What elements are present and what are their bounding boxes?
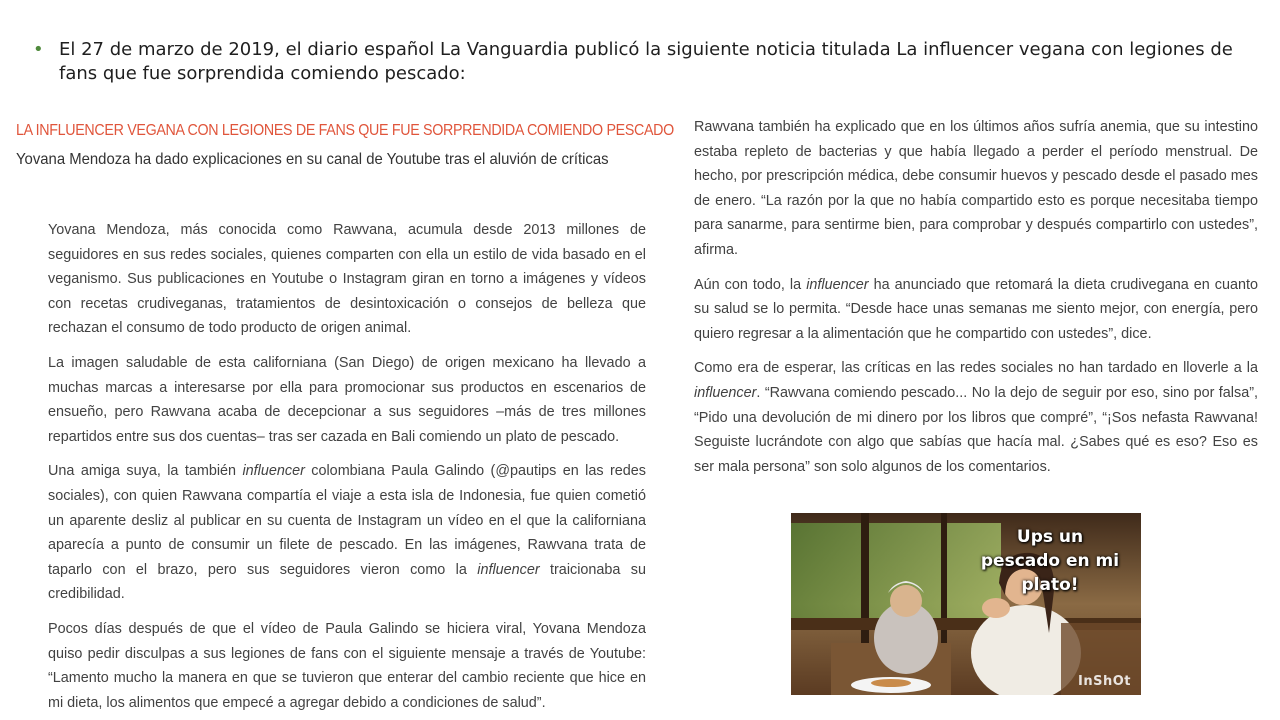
article-paragraph xyxy=(48,351,646,449)
article-headline: LA INFLUENCER VEGANA CON LEGIONES DE FANS QUE FUE SORPRENDIDA COMIENDO PESCADO xyxy=(16,122,674,139)
article-paragraph xyxy=(48,218,646,341)
article-paragraph xyxy=(694,273,1258,347)
paragraph-text: traicionaba su credibilidad. xyxy=(48,561,646,603)
paragraph-text: ha anunciado que retomará la dieta crudivegana en cuanto su salud se lo permita. “Desde hace unas semanas me siento mejor, con energía, pero quiero regresar a la alimentación que he compartido con ustedes”, dice. xyxy=(694,276,1258,342)
article-paragraph xyxy=(694,115,1258,263)
paragraph-text: Aún con todo, la xyxy=(694,276,807,293)
video-caption: Ups un pescado en mi plato! xyxy=(980,527,1120,595)
paragraph-text: . “Rawvana comiendo pescado... No la dejo de seguir por eso, sino por falsa”, “Pido una devolución de mi dinero por los libros que compré”, “¡Sos nefasta Rawvana! Seguiste lucrándote con algo que sabías que hacía mal. ¿Sabes qué es eso? Eso es ser mala persona” son solo algunos de los comentarios. xyxy=(694,384,1258,475)
paragraph-text: Pocos días después de que el vídeo de Paula Galindo se hiciera viral, Yovana Mendoza quiso pedir disculpas a sus legiones de fans con el siguiente mensaje a través de Youtube: “Lamento mucho la manera en que se tuvieron que enterar del cambio reciente que hice en mi dieta, los alimentos que empecé a agregar debido a condiciones de salud”. xyxy=(48,620,646,711)
italic-term: influencer xyxy=(477,561,540,578)
bullet-dot-icon: • xyxy=(33,39,44,60)
article-paragraph xyxy=(48,459,646,607)
article-paragraph xyxy=(48,617,646,715)
paragraph-text: Una amiga suya, la también xyxy=(48,463,243,480)
italic-term: influencer xyxy=(694,384,757,401)
paragraph-text: La imagen saludable de esta californiana (San Diego) de origen mexicano ha llevado a muchas marcas a interesarse por ella para promocionar sus productos en escenarios de ensueño, pero Rawvana acaba de decepcionar a sus seguidores –más de tres millones repartidos entre sus dos cuentas– tras ser cazada en Bali comiendo un plato de pescado. xyxy=(48,354,646,445)
bullet-text: El 27 de marzo de 2019, el diario español La Vanguardia publicó la siguiente noticia titulada La influencer vegana con legiones de fans que fue sorprendida comiendo pescado: xyxy=(59,39,1233,84)
paragraph-text: Rawvana también ha explicado que en los últimos años sufría anemia, que su intestino estaba repleto de bacterias y que había llegado a perder el período menstrual. De hecho, por prescripción médica, debe consumir huevos y pescado desde el pasado mes de enero. “La razón por la que no había compartido esto es porque necesitaba tiempo para sanarme, para sentirme bien, para comprobar y después compartirlo con ustedes”, afirma. xyxy=(694,119,1258,258)
article-body-right xyxy=(694,115,1258,489)
article-subhead: Yovana Mendoza ha dado explicaciones en su canal de Youtube tras el aluvión de críticas xyxy=(16,151,609,168)
italic-term: influencer xyxy=(242,463,305,480)
italic-term: influencer xyxy=(806,276,869,293)
article-paragraph xyxy=(694,356,1258,479)
paragraph-text: Yovana Mendoza, más conocida como Rawvana, acumula desde 2013 millones de seguidores en sus redes sociales, quienes comparten con ella un estilo de vida basado en el veganismo. Sus publicaciones en Youtube o Instagram giran en torno a imágenes y vídeos con recetas crudiveganas, tratamientos de desintoxicación o consejos de belleza que rechazan el consumo de todo producto de origen animal. xyxy=(48,222,646,337)
inshot-watermark: InShOt xyxy=(1078,674,1131,689)
video-thumbnail xyxy=(791,513,1141,695)
article-header xyxy=(16,120,674,172)
slide-bullet xyxy=(33,38,1233,86)
paragraph-text: Como era de esperar, las críticas en las redes sociales no han tardado en lloverle a la xyxy=(694,360,1258,377)
article-body-left xyxy=(48,218,646,720)
paragraph-text: colombiana Paula Galindo (@pautips en las redes sociales), con quien Rawvana compartía el viaje a esta isla de Indonesia, fue quien cometió un aparente desliz al publicar en su cuenta de Instagram un vídeo en el que la californiana aparecía a punto de consumir un filete de pescado. En las imágenes, Rawvana trata de taparlo con el brazo, pero sus seguidores vieron como la xyxy=(48,463,646,578)
